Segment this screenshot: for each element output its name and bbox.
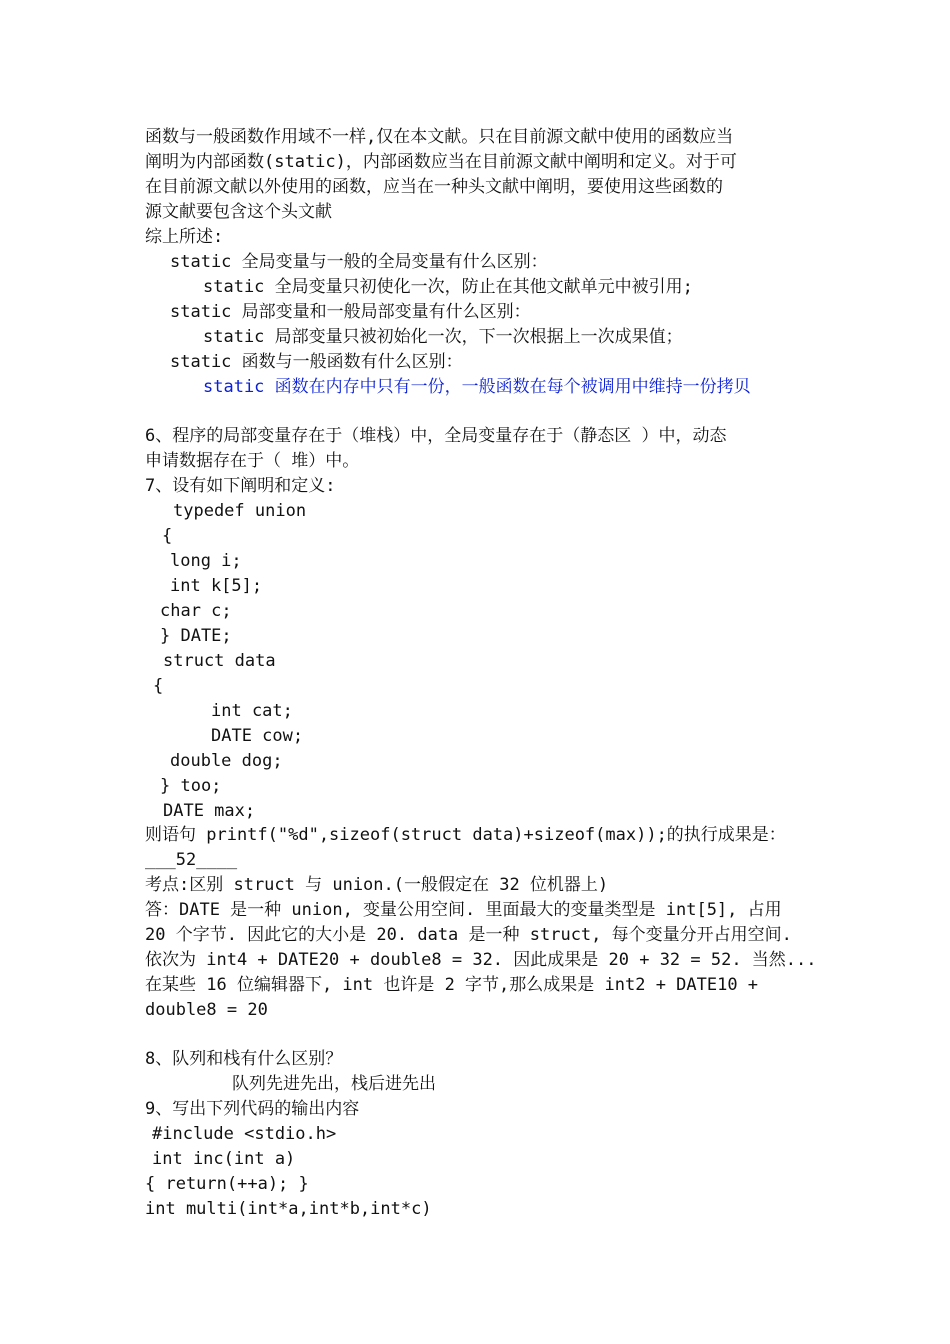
code-line: DATE cow; (211, 726, 304, 746)
summary-answer: static 局部变量只被初始化一次，下一次根据上一次成果值； (203, 327, 683, 347)
question-7: 7、设有如下阐明和定义: (145, 476, 336, 496)
answer-line: 依次为 int4 + DATE20 + double8 = 32. 因此成果是 20 + 32 = 52. 当然... (145, 950, 817, 970)
code-line: #include <stdio.h> (152, 1124, 337, 1144)
code-line: long i; (170, 551, 242, 571)
code-line: struct data (163, 651, 276, 671)
code-line: typedef union (173, 501, 307, 521)
paragraph-line: 源文献要包含这个头文献 (145, 202, 332, 222)
summary-heading: 综上所述: (145, 227, 224, 247)
answer-line: double8 = 20 (145, 1000, 268, 1020)
code-line: double dog; (170, 751, 283, 771)
paragraph-line: 函数与一般函数作用域不一样,仅在本文献。只在目前源文献中使用的函数应当 (145, 127, 734, 147)
paragraph-line: 在目前源文献以外使用的函数，应当在一种头文献中阐明，要使用这些函数的 (145, 177, 723, 197)
code-line: DATE max; (163, 801, 256, 821)
code-line: } too; (160, 776, 222, 796)
summary-answer: static 全局变量只初使化一次，防止在其他文献单元中被引用; (203, 277, 693, 297)
code-line: { return(++a); } (145, 1174, 309, 1194)
summary-question: static 全局变量与一般的全局变量有什么区别： (170, 252, 548, 272)
question-6-cont: 申请数据存在于（ 堆）中。 (145, 451, 360, 471)
paragraph-line: 阐明为内部函数(static)，内部函数应当在目前源文献中阐明和定义。对于可 (145, 152, 737, 172)
code-line: { (162, 526, 173, 546)
code-line: int k[5]; (170, 576, 263, 596)
code-line: int cat; (211, 701, 293, 721)
question-8: 8、队列和栈有什么区别？ (145, 1049, 343, 1069)
question-8-answer: 队列先进先出，栈后进先出 (232, 1074, 436, 1094)
question-6: 6、程序的局部变量存在于（堆栈）中，全局变量存在于（静态区 ）中，动态 (145, 426, 727, 446)
summary-question: static 函数与一般函数有什么区别： (170, 352, 463, 372)
exam-point: 考点:区别 struct 与 union.(一般假定在 32 位机器上) (145, 875, 609, 895)
summary-question: static 局部变量和一般局部变量有什么区别： (170, 302, 531, 322)
question-7-answer: ___52____ (145, 850, 238, 870)
code-line: int inc(int a) (152, 1149, 296, 1169)
question-7-prompt: 则语句 printf("%d",sizeof(struct data)+sizeof(max));的执行成果是： (145, 825, 786, 845)
answer-line: 20 个字节. 因此它的大小是 20. data 是一种 struct, 每个变量分开占用空间. (145, 925, 792, 945)
question-9: 9、写出下列代码的输出内容 (145, 1099, 360, 1119)
code-line: } DATE; (160, 626, 232, 646)
code-line: int multi(int*a,int*b,int*c) (145, 1199, 432, 1219)
code-line: char c; (160, 601, 232, 621)
summary-answer-highlighted: static 函数在内存中只有一份，一般函数在每个被调用中维持一份拷贝 (203, 377, 751, 397)
answer-line: 在某些 16 位编辑器下, int 也许是 2 字节,那么成果是 int2 + DATE10 + (145, 975, 759, 995)
answer-line: 答：DATE 是一种 union, 变量公用空间. 里面最大的变量类型是 int[5], 占用 (145, 900, 782, 920)
code-line: { (153, 676, 164, 696)
